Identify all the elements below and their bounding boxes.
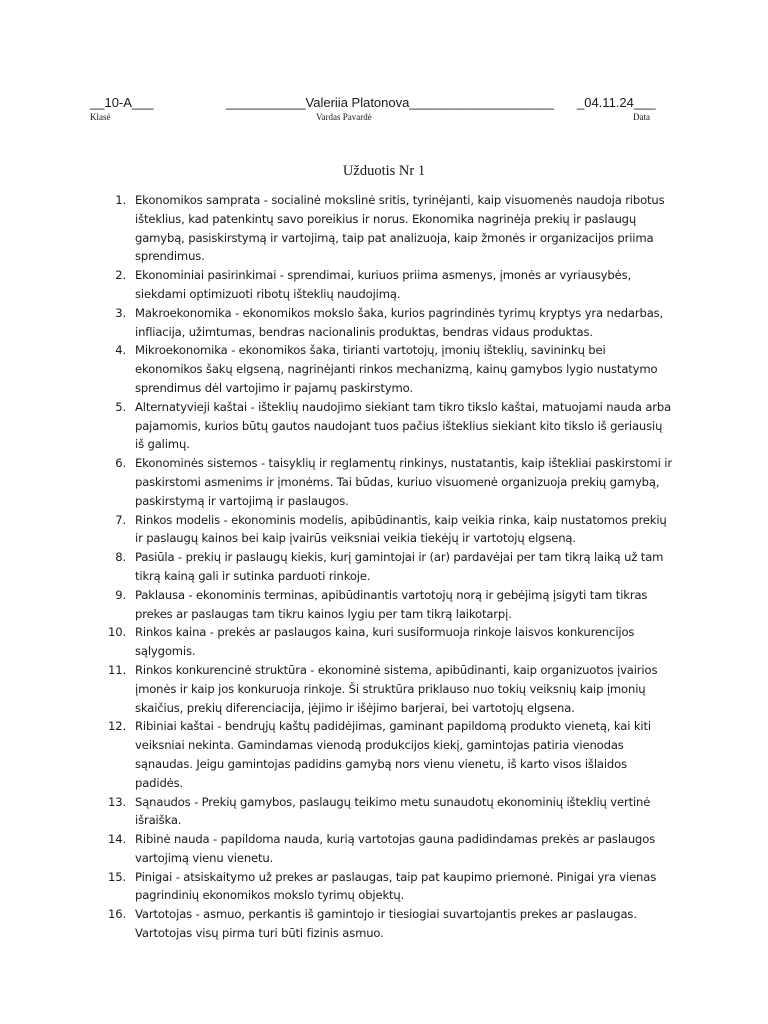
list-item (100, 661, 672, 717)
item-text: Ekonominės sistemos - taisyklių ir reglamentų rinkinys, nustatantis, kaip ištekliai paskirstomi ir paskirstomi asmenims ir įmonėms. Tai būdas, kuriuo visuomenė organizuoja prekių gamybą, paskirstymą ir vartojimą ir paslaugos. (135, 456, 672, 508)
list-item (100, 793, 672, 831)
list-item (100, 830, 672, 868)
item-number: 14. (108, 832, 126, 847)
item-number: 9. (115, 587, 126, 602)
list-item (100, 191, 672, 266)
item-text: Alternatyvieji kaštai - išteklių naudojimo siekiant tam tikro tikslo kaštai, matuojami nauda arba pajamomis, kurios būtų gautos naudojant tuos pačius išteklius siekiant kito tikslo iš geriausių iš galimų. (135, 399, 672, 452)
item-number: 4. (115, 343, 126, 358)
list-item (100, 623, 672, 661)
item-text: Ekonomikos samprata - socialinė mokslinė sritis, tyrinėjanti, kaip visuomenės naudoja ribotus išteklius, kad patenkintų savo poreikius ir norus. Ekonomika nagrinėja prekių ir paslaugų gamybą, pasiskirstymą ir vartojimą, taip pat analizuoja, kaip žmonės ir organizacijos priima sprendimus. (135, 193, 665, 264)
list-item (100, 266, 672, 304)
list-item (100, 717, 672, 792)
item-number: 15. (108, 869, 126, 884)
item-number: 8. (115, 550, 126, 565)
item-number: 16. (108, 907, 126, 922)
item-number: 12. (108, 719, 126, 734)
item-text: Rinkos kaina - prekės ar paslaugos kaina, kuri susiformuoja rinkoje laisvos konkurencijos sąlygomis. (135, 625, 635, 659)
item-text: Vartotojas - asmuo, perkantis iš gamintojo ir tiesiogiai suvartojantis prekes ar paslaugas. Vartotojas visų pirma turi būti fizinis asmuo. (135, 907, 637, 941)
item-number: 5. (115, 399, 126, 414)
item-text: Rinkos konkurencinė struktūra - ekonominė sistema, apibūdinanti, kaip organizuotos įvairios įmonės ir kaip jos konkuruoja rinkoje. Ši struktūra priklauso nuo tokių veiksnių kaip įmonių skaičius, prekių diferenciacija, įėjimo ir išėjimo barjerai, bei vartotojų elgsena. (135, 662, 658, 715)
list-item (100, 511, 672, 549)
item-number: 1. (115, 193, 126, 207)
class-field: __10-A___ (90, 95, 154, 110)
item-text: Pinigai - atsiskaitymo už prekes ar paslaugas, taip pat kaupimo priemonė. Pinigai yra vienas pagrindinių ekonomikos mokslo tyrimų objektų. (135, 869, 657, 903)
definitions-list (100, 191, 672, 943)
item-text: Pasiūla - prekių ir paslaugų kiekis, kurį gamintojai ir (ar) pardavėjai per tam tikrą laiką už tam tikrą kainą gali ir sutinka parduoti rinkoje. (135, 550, 664, 583)
list-item (100, 868, 672, 906)
item-text: Ribiniai kaštai - bendrųjų kaštų padidėjimas, gaminant papildomą produkto vienetą, kai kiti veiksniai nekinta. Gamindamas vienodą produkcijos kiekį, gamintojas patiria vienodas sąnaudas. Jeigu gamintojas padidins gamybą nors vienu vienetu, iš karto visos išlaidos padidės. (135, 719, 651, 790)
item-number: 13. (108, 794, 126, 809)
list-item (100, 454, 672, 510)
item-number: 7. (115, 512, 126, 527)
item-number: 11. (108, 662, 126, 677)
class-caption: Klasė (90, 112, 111, 122)
item-text: Ribinė nauda - papildoma nauda, kurią vartotojas gauna padidindamas prekės ar paslaugos vartojimą vienu vienetu. (135, 832, 656, 865)
item-number: 10. (108, 625, 126, 640)
list-item (100, 341, 672, 397)
assignment-title-text: Užduotis Nr 1 (342, 163, 426, 179)
name-caption: Vardas Pavardė (316, 112, 372, 122)
list-item (100, 304, 672, 342)
student-name-field: ___________Valeriia Platonova____________________ (226, 95, 554, 110)
list-item (100, 398, 672, 454)
item-text: Paklausa - ekonominis terminas, apibūdinantis vartotojų norą ir gebėjimą įsigyti tam tikras prekes ar paslaugas tam tikru kainos lygiu per tam tikrą laikotarpį. (135, 587, 648, 621)
list-item (100, 905, 672, 943)
item-text: Ekonominiai pasirinkimai - sprendimai, kuriuos priima asmenys, įmonės ar vyriausybės, siekdami optimizuoti ribotų išteklių naudojimą. (135, 268, 631, 301)
item-text: Makroekonomika - ekonomikos mokslo šaka, kurios pagrindinės tyrimų kryptys yra nedarbas, infliacija, užimtumas, bendras nacionalinis produktas, bendras vidaus produktas. (135, 305, 664, 339)
item-text: Rinkos modelis - ekonominis modelis, apibūdinantis, kaip veikia rinka, kaip nustatomos prekių ir paslaugų kainos bei kaip įvairūs veiksniai veikia tiekėjų ir vartotojų elgseną. (135, 512, 667, 546)
item-text: Mikroekonomika - ekonomikos šaka, tirianti vartotojų, įmonių išteklių, savininkų bei ekonomikos šakų elgseną, nagrinėjanti rinkos mechanizmą, kainų gamybos lygio nustatymo sprendimus dėl vartojimo ir pajamų paskirstymo. (135, 343, 658, 395)
item-number: 6. (115, 456, 126, 471)
list-item (100, 548, 672, 586)
item-number: 2. (115, 268, 126, 283)
date-caption: Data (633, 112, 650, 122)
item-text: Sąnaudos - Prekių gamybos, paslaugų teikimo metu sunaudotų ekonominių išteklių vertinė išraiška. (135, 794, 651, 828)
list-item (100, 586, 672, 624)
item-number: 3. (115, 305, 126, 320)
date-field: _04.11.24___ (577, 95, 656, 110)
assignment-title (0, 163, 768, 180)
